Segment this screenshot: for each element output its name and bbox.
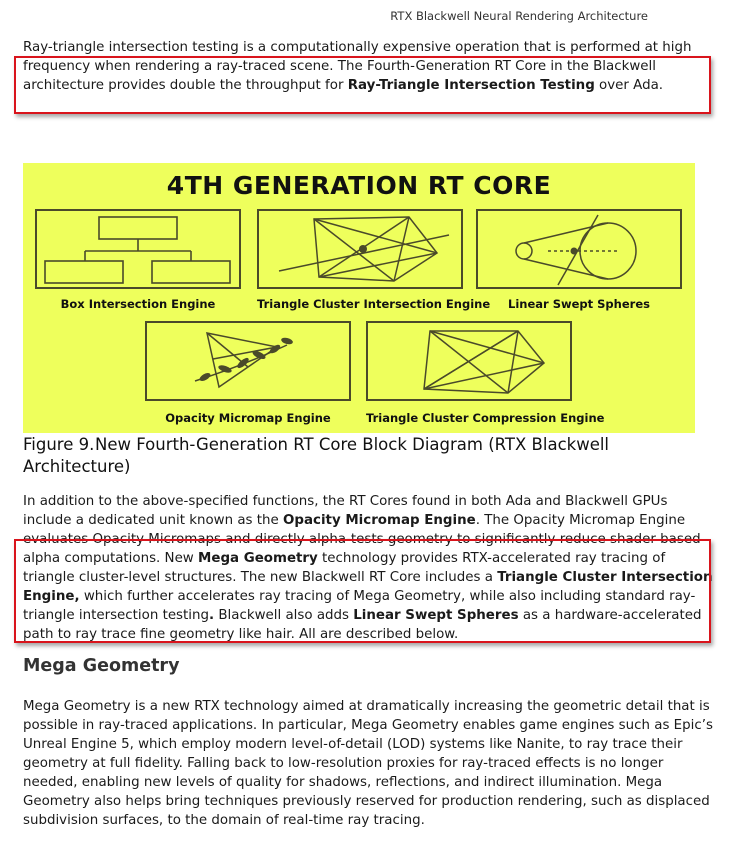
p2-text: based alpha computations. New (23, 532, 701, 566)
intro-text-end: over Ada. (594, 78, 664, 93)
triangle-cluster-compression-label: Triangle Cluster Compression Engine (366, 411, 605, 425)
p2-text: Blackwell also adds (214, 608, 354, 623)
box-intersection-label: Box Intersection Engine (60, 297, 216, 311)
p2-bold-mega-geometry: Mega Geometry (198, 551, 318, 566)
mega-geometry-paragraph: Mega Geometry is a new RTX technology aimed at dramatically increasing the geometric detail that is possible in ray-traced applications. In particular, Mega Geometry enables game engines such as Epic’s Unreal Engine 5, which employ modern level-of-detail (LOD) systems like Nanite, to ray trace their geometry at full fidelity. Falling back to low-resolution proxies for ray-traced effects is no longer needed, enabling new levels of quality for shadows, reflections, and indirect illumination. Mega Geometry also helps bring techniques previously reserved for production rendering, such as displaced subdivision surfaces, to the domain of real-time ray tracing. (23, 699, 713, 828)
p2-text: technology provides RTX-accelerated ray tracing of triangle cluster-level structures. The new Blackwell RT Core includes a (23, 551, 666, 585)
section-heading-mega-geometry: Mega Geometry (23, 656, 180, 676)
triangle-cluster-intersection-icon (257, 209, 463, 289)
page-header: RTX Blackwell Neural Rendering Architecture (390, 9, 648, 23)
p2-text: as a hardware-accelerated path to ray trace fine geometry like hair. All are described below. (23, 608, 702, 642)
linear-swept-spheres-icon (476, 209, 682, 289)
diagram-title: 4TH GENERATION RT CORE (166, 171, 552, 200)
p2-bold-triangle-cluster: Triangle Cluster Intersection Engine, (23, 570, 713, 604)
opacity-micromap-icon (145, 321, 351, 401)
opacity-micromap-label: Opacity Micromap Engine (165, 411, 331, 425)
box-intersection-icon (35, 209, 241, 289)
p2-bold-opacity-engine: Opacity Micromap Engine (283, 513, 476, 528)
rt-core-diagram (23, 163, 695, 433)
p2-text: . The Opacity Micromap Engine (475, 513, 686, 528)
linear-swept-spheres-label: Linear Swept Spheres (508, 297, 650, 311)
triangle-cluster-intersection-label: Triangle Cluster Intersection Engine (257, 297, 491, 311)
p2-bold-linear-swept: Linear Swept Spheres (353, 608, 519, 623)
rt-cores-paragraph (23, 492, 713, 644)
intro-text: Ray-triangle intersection testing is a computationally expensive operation that is performed at high frequency when rendering a ray-traced scene. The Fourth-Generation RT Core in the Blackwell architecture provides double the throughput for (23, 40, 692, 93)
p2-text: which further accelerates ray tracing of Mega Geometry, while also including standard ray-triangle intersection testing (23, 589, 696, 623)
intro-paragraph (23, 38, 713, 95)
p2-text: In addition to the above-specified functions, the RT Cores found in both Ada and Blackwell GPUs include a dedicated unit known as the (23, 494, 668, 528)
figure-number: Figure 9. (23, 435, 95, 454)
intro-bold-term: Ray-Triangle Intersection Testing (347, 78, 595, 93)
triangle-cluster-compression-icon (366, 321, 572, 401)
figure-caption-text: New Fourth-Generation RT Core Block Diagram (RTX Blackwell Architecture) (23, 435, 610, 476)
figure-caption (23, 434, 713, 478)
p2-strikethrough-text: evaluates Opacity Micromaps and directly alpha-tests geometry to significantly reduce shader (23, 532, 656, 547)
p2-bold-period: . (209, 608, 215, 623)
